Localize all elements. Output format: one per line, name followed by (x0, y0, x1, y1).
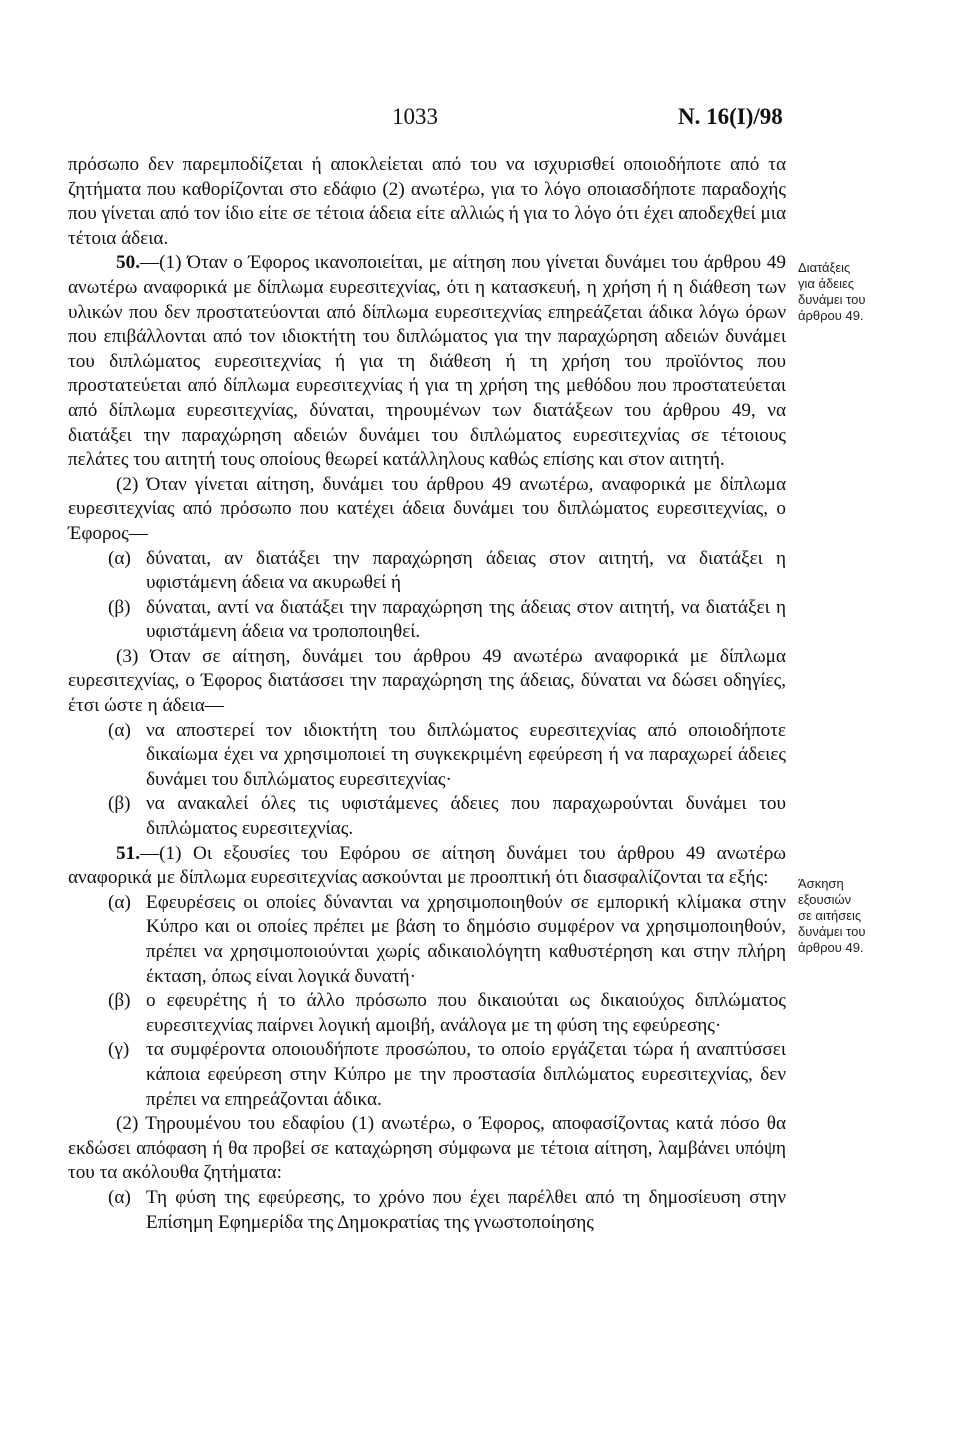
body-text (68, 153, 786, 1235)
section-number: 50. (116, 252, 140, 274)
margin-note-line: σε αιτήσεις (798, 908, 862, 923)
item-label: (β) (108, 793, 131, 815)
section-51-subsection-1 (68, 842, 786, 891)
list-item (68, 547, 786, 596)
list-item (68, 891, 786, 989)
list-item (68, 989, 786, 1038)
section-50-subsection-2: (2) Όταν γίνεται αίτηση, δυνάμει του άρθρου 49 ανωτέρω, αναφορικά με δίπλωμα ευρεσιτεχνίας από πρόσωπο που κατέχει άδεια δυνάμει του διπλώματος ευρεσιτεχνίας, ο Έφορος— (68, 473, 786, 544)
item-text: ο εφευρέτης ή το άλλο πρόσωπο που δικαιούται ως δικαιούχος διπλώματος ευρεσιτεχνίας παίρνει λογική αμοιβή, ανάλογα με τη φύση της εφεύρεσης· (146, 990, 786, 1036)
intro-paragraph: πρόσωπο δεν παρεμποδίζεται ή αποκλείεται από του να ισχυρισθεί οποιοδήποτε από τα ζητήματα που καθορίζονται στο εδάφιο (2) ανωτέρω, για το λόγο οποιασδήποτε παραδοχής που γίνεται από τον ίδιο είτε σε τέτοια άδεια είτε αλλιώς ή για το λόγο ότι έχει αποδεχθεί μια τέτοια άδεια. (68, 154, 786, 249)
page-header (0, 104, 960, 144)
item-text: να αποστερεί τον ιδιοκτήτη του διπλώματος ευρεσιτεχνίας από οποιοδήποτε δικαίωμα έχει να χρησιμοποιεί τη συγκεκριμένη εφεύρεση ή να παραχωρεί άδειες δυνάμει του διπλώματος ευρεσιτεχνίας· (146, 719, 786, 790)
list-item (68, 719, 786, 793)
item-label: (β) (108, 596, 131, 618)
margin-note-line: δυνάμει του (798, 292, 866, 307)
item-text: Τη φύση της εφεύρεσης, το χρόνο που έχει παρέλθει από τη δημοσίευση στην Επίσημη Εφημερίδα της Δημοκρατίας της γνωστοποίησης (146, 1186, 786, 1233)
item-text: δύναται, αντί να διατάξει την παραχώρηση της άδειας στον αιτητή, να διατάξει η υφιστάμενη άδεια να τροποποιηθεί. (146, 596, 786, 643)
item-text: να ανακαλεί όλες τις υφιστάμενες άδειες που παραχωρούνται δυνάμει του διπλώματος ευρεσιτεχνίας. (146, 793, 786, 840)
item-label: (α) (108, 547, 131, 569)
list-item (68, 1038, 786, 1112)
item-label: (γ) (108, 1039, 130, 1061)
margin-note-line: άρθρου 49. (798, 940, 864, 955)
item-label: (α) (108, 719, 131, 741)
item-text: δύναται, αν διατάξει την παραχώρηση άδειας στον αιτητή, να διατάξει η υφιστάμενη άδεια να ακυρωθεί ή (146, 547, 786, 594)
law-reference: Ν. 16(Ι)/98 (678, 104, 783, 129)
margin-note-line: Διατάξεις (798, 260, 851, 275)
list-item (68, 596, 786, 645)
list-item (68, 792, 786, 841)
margin-note-line: εξουσιών (798, 892, 852, 907)
margin-note-section-50 (798, 260, 948, 324)
section-text: —(1) Οι εξουσίες του Εφόρου σε αίτηση δυνάμει του άρθρου 49 ανωτέρω αναφορικά με δίπλωμα ευρεσιτεχνίας ασκούνται με προοπτική ότι διασφαλίζονται τα εξής: (68, 842, 786, 889)
item-text: Εφευρέσεις οι οποίες δύνανται να χρησιμοποιηθούν σε εμπορική κλίμακα στην Κύπρο και οι οποίες πρέπει με βάση το δημόσιο συμφέρον να χρησιμοποιηθούν, πρέπει να χρησιμοποιούνται χωρίς αδικαιολόγητη καθυστέρηση και στην πλήρη έκταση, όπως είναι λογικά δυνατή· (146, 891, 786, 987)
margin-note-line: Άσκηση (798, 876, 844, 891)
section-50-subsection-1 (68, 251, 786, 472)
margin-note-line: δυνάμει του (798, 924, 866, 939)
section-50-subsection-3: (3) Όταν σε αίτηση, δυνάμει του άρθρου 49 ανωτέρω αναφορικά με δίπλωμα ευρεσιτεχνίας, ο Έφορος διατάσσει την παραχώρηση της άδειας, δύναται να δώσει οδηγίες, έτσι ώστε η άδεια— (68, 645, 786, 717)
margin-note-section-51 (798, 876, 948, 956)
item-label: (α) (108, 1186, 131, 1208)
margin-note-line: για άδειες (798, 276, 855, 291)
item-label: (α) (108, 891, 131, 913)
section-text: —(1) Όταν ο Έφορος ικανοποιείται, με αίτηση που γίνεται δυνάμει του άρθρου 49 ανωτέρω αναφορικά με δίπλωμα ευρεσιτεχνίας, ότι η κατασκευή, η χρήση ή η διάθεση των υλικών που δεν προστατεύονται από δίπλωμα ευρεσιτεχνίας επηρεάζεται άδικα λόγω όρων που επιβάλλονται από τον ιδιοκτήτη του διπλώματος για την παραχώρηση αδειών δυνάμει του διπλώματος ευρεσιτεχνίας ή για τη διάθεση ή τη χρήση του προϊόντος που προστατεύεται από δίπλωμα ευρεσιτεχνίας ή για τη χρήση της μεθόδου που προστατεύεται από δίπλωμα ευρεσιτεχνίας, δύναται, τηρουμένων των διατάξεων του άρθρου 49, να διατάξει την παραχώρηση αδειών δυνάμει του διπλώματος ευρεσιτεχνίας σε τέτοιους πελάτες του αιτητή τους οποίους θεωρεί κατάλληλους καθώς επίσης και στον αιτητή. (68, 252, 786, 471)
margin-note-line: άρθρου 49. (798, 308, 864, 323)
item-text: τα συμφέροντα οποιουδήποτε προσώπου, το οποίο εργάζεται τώρα ή αναπτύσσει κάποια εφεύρεση στην Κύπρο με την προστασία διπλώματος ευρεσιτεχνίας, δεν πρέπει να επηρεάζονται άδικα. (146, 1039, 786, 1110)
section-number: 51. (116, 842, 140, 864)
page-number: 1033 (392, 104, 438, 129)
item-label: (β) (108, 990, 131, 1012)
section-51-subsection-2: (2) Τηρουμένου του εδαφίου (1) ανωτέρω, ο Έφορος, αποφασίζοντας κατά πόσο θα εκδώσει απόφαση ή θα προβεί σε καταχώρηση σύμφωνα με τέτοια αίτηση, λαμβάνει υπόψη του τα ακόλουθα ζητήματα: (68, 1113, 786, 1184)
list-item (68, 1186, 786, 1235)
